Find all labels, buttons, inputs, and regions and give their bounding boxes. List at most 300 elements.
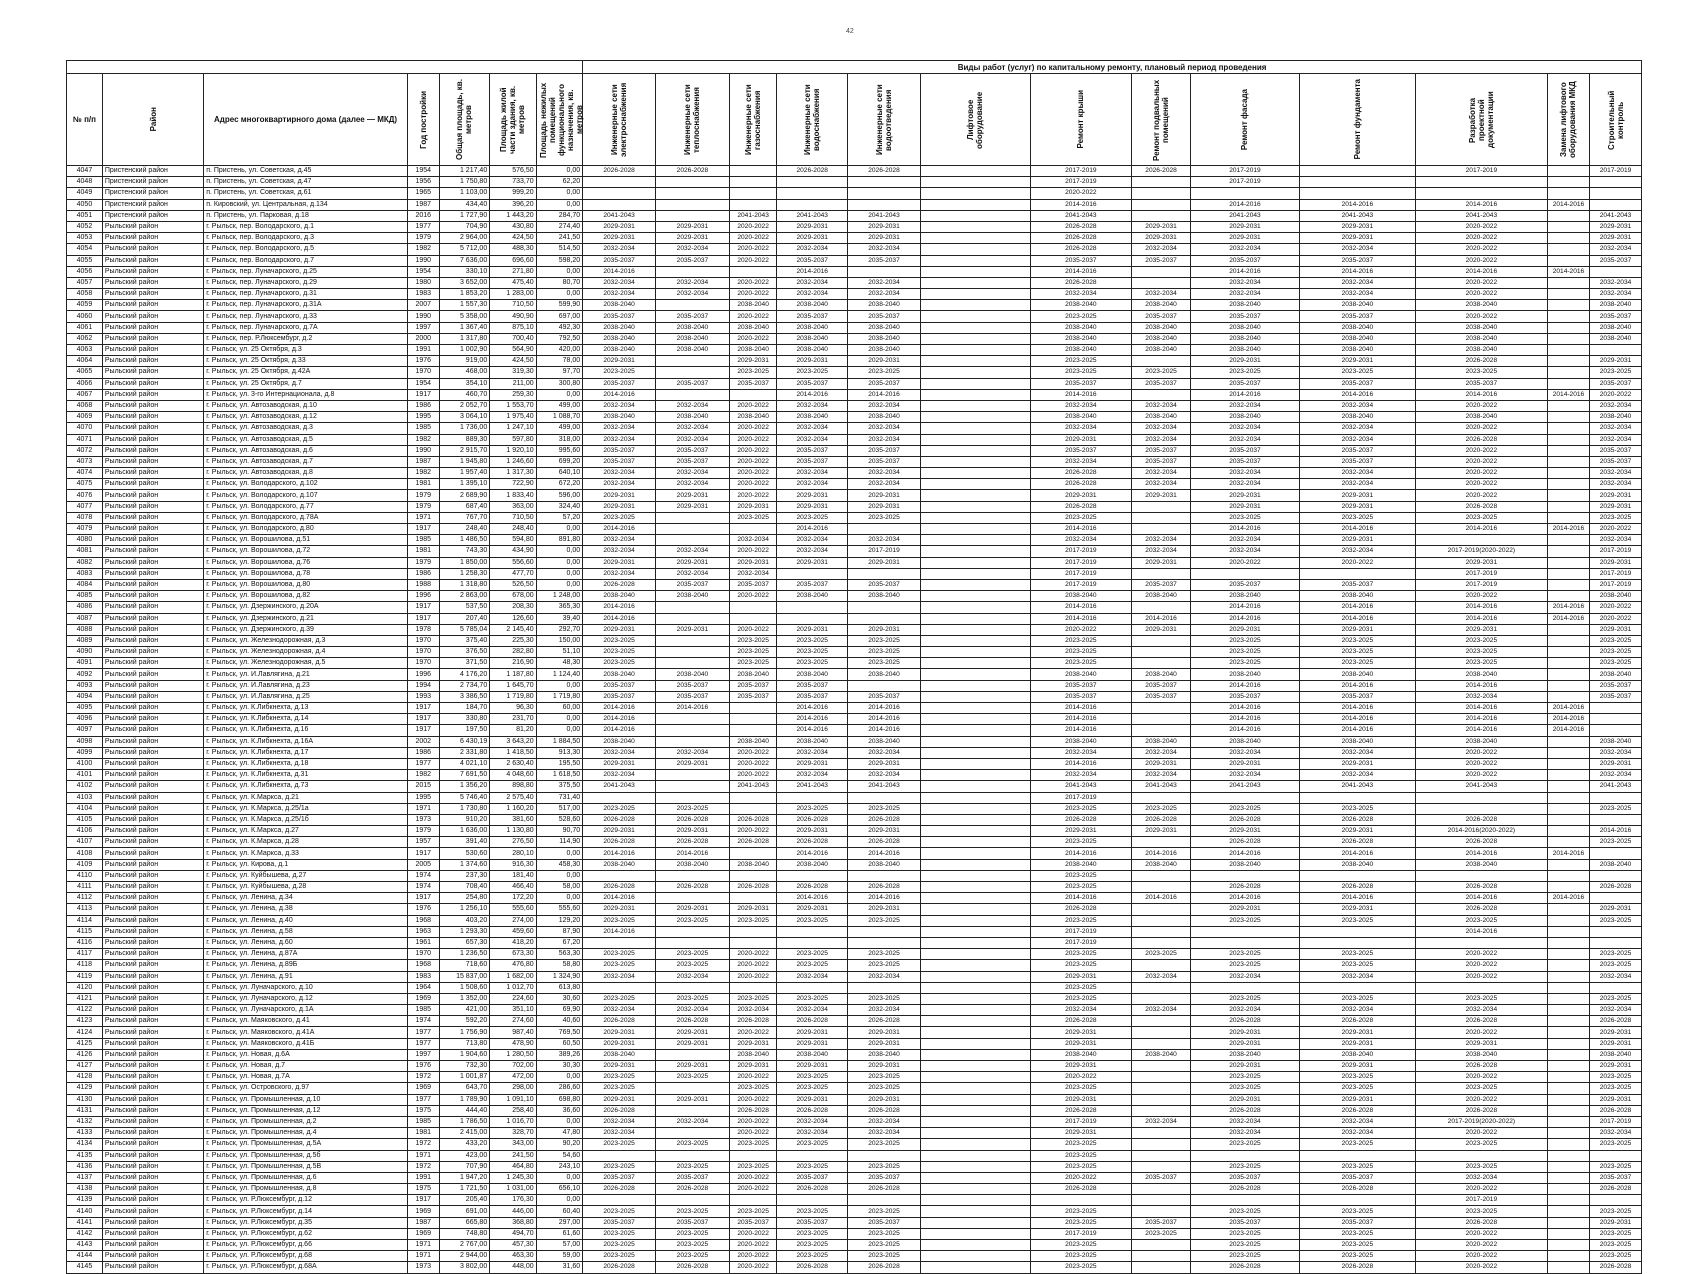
table-cell xyxy=(777,199,848,210)
table-cell: 2029-2031 xyxy=(1299,221,1415,232)
table-cell xyxy=(920,1016,1030,1027)
table-cell: 2023-2025 xyxy=(1191,635,1300,646)
table-cell: 2032-2034 xyxy=(1590,434,1642,445)
table-cell: 875,10 xyxy=(490,322,536,333)
table-cell: 4108 xyxy=(67,848,103,859)
table-cell: 2023-2025 xyxy=(1590,1206,1642,1217)
table-cell: 2032-2034 xyxy=(848,1128,921,1139)
table-cell: 0,00 xyxy=(536,680,583,691)
table-cell: г. Рыльск, ул. Кирова, д.1 xyxy=(204,859,408,870)
table-cell: 2038-2040 xyxy=(583,669,656,680)
table-cell: 368,80 xyxy=(490,1217,536,1228)
table-cell: г. Рыльск, ул. Ворошилова, д.80 xyxy=(204,579,408,590)
table-cell: 2014-2016 xyxy=(1415,703,1547,714)
table-cell: 2032-2034 xyxy=(729,535,776,546)
table-cell: 2041-2043 xyxy=(1132,781,1191,792)
table-cell xyxy=(1547,1172,1589,1183)
table-cell: Рыльский район xyxy=(102,1206,203,1217)
table-cell: 2032-2034 xyxy=(1590,770,1642,781)
table-cell: 2035-2037 xyxy=(1191,1217,1300,1228)
table-cell: 2029-2031 xyxy=(1299,1027,1415,1038)
table-cell: 2032-2034 xyxy=(583,479,656,490)
table-cell: 2020-2022 xyxy=(729,333,776,344)
table-cell: Рыльский район xyxy=(102,826,203,837)
table-cell xyxy=(920,602,1030,613)
table-cell: 2029-2031 xyxy=(777,826,848,837)
table-cell: 2020-2022 xyxy=(729,445,776,456)
table-cell: 2038-2040 xyxy=(1191,345,1300,356)
table-cell xyxy=(1299,792,1415,803)
table-cell xyxy=(1547,1184,1589,1195)
table-cell: 2026-2028 xyxy=(848,166,921,177)
table-cell: 2020-2022 xyxy=(729,479,776,490)
table-cell: 2023-2025 xyxy=(1590,993,1642,1004)
table-cell: 1956 xyxy=(407,177,439,188)
table-cell: г. Рыльск, пер. Луначарского, д.25 xyxy=(204,266,408,277)
table-cell: г. Рыльск, ул. Луначарского, д.10 xyxy=(204,982,408,993)
table-cell: 1 324,90 xyxy=(536,971,583,982)
table-cell xyxy=(1547,1083,1589,1094)
table-cell: 2032-2034 xyxy=(656,1116,730,1127)
table-cell: 4054 xyxy=(67,244,103,255)
table-cell: 2020-2022 xyxy=(729,1262,776,1273)
table-cell: 96,30 xyxy=(490,703,536,714)
table-cell: 2014-2016 xyxy=(583,714,656,725)
table-cell: г. Рыльск, ул. К.Маркса, д.25/1б xyxy=(204,814,408,825)
table-cell: 2032-2034 xyxy=(583,423,656,434)
table-cell: 2035-2037 xyxy=(1030,255,1131,266)
table-cell: 2029-2031 xyxy=(583,1094,656,1105)
table-cell: 468,00 xyxy=(439,367,490,378)
table-cell: 2032-2034 xyxy=(1299,277,1415,288)
table-cell: 2014-2016 xyxy=(777,389,848,400)
table-cell: 2023-2025 xyxy=(1191,803,1300,814)
table-cell: 2017-2019 xyxy=(1030,926,1131,937)
table-cell: 1 236,50 xyxy=(439,949,490,960)
table-cell: г. Рыльск, ул. К.Маркса, д.33 xyxy=(204,848,408,859)
table-cell: 2020-2022 xyxy=(729,1184,776,1195)
table-cell xyxy=(920,568,1030,579)
table-cell: 2023-2025 xyxy=(848,1072,921,1083)
table-cell: 2014-2016 xyxy=(583,848,656,859)
table-row xyxy=(67,277,1642,288)
table-cell: 576,50 xyxy=(490,166,536,177)
table-cell: 2023-2025 xyxy=(1299,1251,1415,1262)
table-cell: 2014-2016 xyxy=(1191,680,1300,691)
table-cell: 2023-2025 xyxy=(729,1083,776,1094)
table-cell: 1965 xyxy=(407,188,439,199)
table-cell: 1 904,60 xyxy=(439,1049,490,1060)
table-cell: 1988 xyxy=(407,579,439,590)
table-cell xyxy=(656,870,730,881)
table-cell: 282,80 xyxy=(490,647,536,658)
table-cell xyxy=(920,658,1030,669)
table-cell: 1917 xyxy=(407,602,439,613)
table-cell: 2038-2040 xyxy=(777,322,848,333)
table-cell xyxy=(1547,680,1589,691)
table-cell xyxy=(1415,177,1547,188)
table-cell: 2026-2028 xyxy=(583,814,656,825)
table-cell xyxy=(1132,993,1191,1004)
table-cell: 2038-2040 xyxy=(1415,859,1547,870)
table-cell: 2038-2040 xyxy=(1132,300,1191,311)
table-cell xyxy=(1132,960,1191,971)
table-cell: 2023-2025 xyxy=(1030,882,1131,893)
table-cell: 2023-2025 xyxy=(656,960,730,971)
table-cell: 2026-2028 xyxy=(583,1105,656,1116)
table-cell xyxy=(920,177,1030,188)
table-cell: 129,20 xyxy=(536,915,583,926)
table-cell: 2020-2022 xyxy=(729,770,776,781)
table-cell: 596,00 xyxy=(536,490,583,501)
table-cell: 2038-2040 xyxy=(656,669,730,680)
table-cell: 424,50 xyxy=(490,356,536,367)
table-cell: 700,40 xyxy=(490,333,536,344)
table-row xyxy=(67,669,1642,680)
table-cell: п. Пристень, ул. Советская, д.61 xyxy=(204,188,408,199)
table-cell: 2023-2025 xyxy=(848,1240,921,1251)
table-cell: 1 245,30 xyxy=(490,1172,536,1183)
table-cell: 2026-2028 xyxy=(1590,1105,1642,1116)
table-cell: Рыльский район xyxy=(102,1072,203,1083)
table-cell: 2029-2031 xyxy=(848,1061,921,1072)
table-cell xyxy=(1547,870,1589,881)
table-cell: 403,20 xyxy=(439,915,490,926)
table-cell: 2032-2034 xyxy=(848,244,921,255)
table-cell: 2029-2031 xyxy=(1030,1061,1131,1072)
table-row xyxy=(67,1139,1642,1150)
table-cell: 2029-2031 xyxy=(729,501,776,512)
table-cell xyxy=(1132,1083,1191,1094)
table-cell: г. Рыльск, ул. Промышленная, д.8 xyxy=(204,1184,408,1195)
table-cell: 2023-2025 xyxy=(583,635,656,646)
table-cell: 2 863,00 xyxy=(439,591,490,602)
table-cell: 2032-2034 xyxy=(777,423,848,434)
table-cell: 1982 xyxy=(407,770,439,781)
table-cell: 2020-2022 xyxy=(1415,747,1547,758)
table-cell: 2032-2034 xyxy=(777,479,848,490)
table-cell: 2000 xyxy=(407,333,439,344)
table-cell: 2029-2031 xyxy=(1590,1217,1642,1228)
table-cell: 2041-2043 xyxy=(729,210,776,221)
table-cell: 4066 xyxy=(67,378,103,389)
table-cell: 1968 xyxy=(407,915,439,926)
col-work-water xyxy=(777,74,848,166)
table-cell xyxy=(1547,244,1589,255)
table-cell: 2035-2037 xyxy=(777,1217,848,1228)
table-cell: 0,00 xyxy=(536,524,583,535)
table-cell: 2032-2034 xyxy=(848,971,921,982)
table-cell: 2029-2031 xyxy=(777,624,848,635)
table-cell: 919,00 xyxy=(439,356,490,367)
col-work-label: Строительный контроль xyxy=(1606,89,1625,150)
table-cell: 2026-2028 xyxy=(777,882,848,893)
table-cell: 1970 xyxy=(407,949,439,960)
table-cell: 2038-2040 xyxy=(1299,1049,1415,1060)
table-cell xyxy=(1547,233,1589,244)
table-cell xyxy=(920,434,1030,445)
table-cell xyxy=(1299,926,1415,937)
table-cell: 2017-2019 xyxy=(1590,1116,1642,1127)
table-cell: 2032-2034 xyxy=(1191,434,1300,445)
table-cell: 1968 xyxy=(407,960,439,971)
table-cell: 2020-2022 xyxy=(1030,188,1131,199)
table-cell: 4049 xyxy=(67,188,103,199)
table-cell: 4139 xyxy=(67,1195,103,1206)
table-cell: г. Рыльск, ул. К.Маркса, д.25/1а xyxy=(204,803,408,814)
table-cell: 2017-2019 xyxy=(1415,579,1547,590)
table-row xyxy=(67,356,1642,367)
table-cell: 2038-2040 xyxy=(1590,591,1642,602)
table-cell: 704,90 xyxy=(439,221,490,232)
table-cell: 2032-2034 xyxy=(583,770,656,781)
table-cell xyxy=(848,982,921,993)
table-cell: 78,00 xyxy=(536,356,583,367)
table-cell: 2026-2028 xyxy=(1415,814,1547,825)
table-cell xyxy=(920,792,1030,803)
table-cell xyxy=(656,1049,730,1060)
table-cell: 4123 xyxy=(67,1016,103,1027)
table-cell: 2020-2022 xyxy=(1415,255,1547,266)
table-cell: 1 130,80 xyxy=(490,826,536,837)
table-cell xyxy=(1590,792,1642,803)
table-cell: г. Рыльск, ул. Ленина, д.87А xyxy=(204,949,408,960)
table-cell: 913,30 xyxy=(536,747,583,758)
table-cell: г. Рыльск, пер. Володарского, д.5 xyxy=(204,244,408,255)
table-cell: 2035-2037 xyxy=(1132,255,1191,266)
table-cell: Рыльский район xyxy=(102,356,203,367)
table-cell: 2023-2025 xyxy=(1030,356,1131,367)
table-cell: 2038-2040 xyxy=(656,345,730,356)
table-cell: г. Рыльск, ул. Маяковского, д.41 xyxy=(204,1016,408,1027)
table-cell: 555,60 xyxy=(490,904,536,915)
table-cell: 2026-2028 xyxy=(848,837,921,848)
table-cell: 2041-2043 xyxy=(1299,781,1415,792)
table-cell: 2026-2028 xyxy=(1415,434,1547,445)
table-cell: 2023-2025 xyxy=(1299,1228,1415,1239)
table-cell: 1990 xyxy=(407,255,439,266)
table-cell: 2032-2034 xyxy=(777,1005,848,1016)
table-cell: г. Рыльск, пер. Луначарского, д.7А xyxy=(204,322,408,333)
table-cell xyxy=(1415,188,1547,199)
table-cell xyxy=(920,333,1030,344)
table-cell: 2026-2028 xyxy=(1590,1016,1642,1027)
table-cell: 2029-2031 xyxy=(1299,624,1415,635)
table-cell: 2026-2028 xyxy=(1299,837,1415,848)
table-cell: 2029-2031 xyxy=(729,904,776,915)
table-cell: 2041-2043 xyxy=(1415,781,1547,792)
table-cell: 2026-2028 xyxy=(1191,1184,1300,1195)
table-cell xyxy=(1415,937,1547,948)
table-cell: 2 630,40 xyxy=(490,758,536,769)
table-cell: 2023-2025 xyxy=(1132,1228,1191,1239)
table-cell xyxy=(1590,188,1642,199)
table-cell: 57,20 xyxy=(536,512,583,523)
table-cell: 1 636,00 xyxy=(439,826,490,837)
table-cell: г. Рыльск, ул. К.Либкнехта, д.13 xyxy=(204,703,408,714)
table-row xyxy=(67,714,1642,725)
table-cell xyxy=(1547,568,1589,579)
table-cell: 150,00 xyxy=(536,635,583,646)
table-cell xyxy=(656,356,730,367)
table-cell: 1970 xyxy=(407,647,439,658)
table-cell: 1971 xyxy=(407,1251,439,1262)
table-cell xyxy=(729,177,776,188)
table-cell xyxy=(920,826,1030,837)
table-cell: 2032-2034 xyxy=(1415,1172,1547,1183)
table-cell: 2032-2034 xyxy=(1590,1128,1642,1139)
table-cell xyxy=(1547,826,1589,837)
table-cell: 248,40 xyxy=(439,524,490,535)
table-cell xyxy=(920,244,1030,255)
table-cell: 995,60 xyxy=(536,445,583,456)
table-cell: 2023-2025 xyxy=(1030,311,1131,322)
table-cell: 1974 xyxy=(407,1016,439,1027)
table-cell: 2029-2031 xyxy=(1590,233,1642,244)
table-cell: 2026-2028 xyxy=(1030,233,1131,244)
table-cell: 2014-2016 xyxy=(1191,524,1300,535)
table-cell: 2020-2022 xyxy=(729,591,776,602)
table-cell: г. Рыльск, ул. Ворошилова, д.78 xyxy=(204,568,408,579)
table-cell xyxy=(1547,412,1589,423)
table-cell: 2014-2016 xyxy=(1030,714,1131,725)
table-cell: 2029-2031 xyxy=(1299,904,1415,915)
table-cell xyxy=(583,870,656,881)
table-cell: 2041-2043 xyxy=(583,210,656,221)
table-cell xyxy=(1590,345,1642,356)
table-cell: 4120 xyxy=(67,982,103,993)
table-cell: 1973 xyxy=(407,1262,439,1273)
table-cell: 2032-2034 xyxy=(777,1116,848,1127)
table-cell: 396,20 xyxy=(490,199,536,210)
table-cell: г. Рыльск, ул. И.Лавлягина, д.23 xyxy=(204,680,408,691)
table-cell xyxy=(1299,982,1415,993)
table-cell xyxy=(729,524,776,535)
table-cell xyxy=(729,926,776,937)
table-cell: 2020-2022 xyxy=(1415,1240,1547,1251)
table-cell: г. Рыльск, пер. Луначарского, д.31А xyxy=(204,300,408,311)
table-cell: г. Рыльск, пер. Луначарского, д.29 xyxy=(204,277,408,288)
table-cell: 2014-2016 xyxy=(1299,389,1415,400)
table-cell: Рыльский район xyxy=(102,1262,203,1273)
table-cell: Рыльский район xyxy=(102,1049,203,1060)
table-cell: 2026-2028 xyxy=(777,1262,848,1273)
table-cell: 1 786,50 xyxy=(439,1116,490,1127)
table-cell: 2029-2031 xyxy=(777,490,848,501)
table-cell xyxy=(583,1150,656,1161)
table-cell: 1 318,80 xyxy=(439,579,490,590)
table-cell xyxy=(1547,859,1589,870)
table-cell: Пристенский район xyxy=(102,188,203,199)
table-cell: Рыльский район xyxy=(102,937,203,948)
table-cell: 1 553,70 xyxy=(490,400,536,411)
table-cell: 58,80 xyxy=(536,960,583,971)
table-cell: 2032-2034 xyxy=(1191,1116,1300,1127)
table-cell: Рыльский район xyxy=(102,747,203,758)
table-row xyxy=(67,904,1642,915)
table-cell: 2029-2031 xyxy=(1132,758,1191,769)
table-cell: 2 415,00 xyxy=(439,1128,490,1139)
table-cell: 2023-2025 xyxy=(1415,658,1547,669)
table-cell: 4105 xyxy=(67,814,103,825)
col-work-label: Инженерные сети теплоснабжения xyxy=(683,84,702,155)
table-cell: 2038-2040 xyxy=(848,669,921,680)
table-cell: 2029-2031 xyxy=(1590,501,1642,512)
table-cell xyxy=(848,188,921,199)
table-cell: 2032-2034 xyxy=(656,568,730,579)
table-cell: 2023-2025 xyxy=(777,993,848,1004)
table-cell: 2032-2034 xyxy=(1132,1116,1191,1127)
table-cell: г. Рыльск, ул. Р.Люксембург, д.62 xyxy=(204,1228,408,1239)
table-cell: 2014-2016 xyxy=(1415,389,1547,400)
table-cell: 3 802,00 xyxy=(439,1262,490,1273)
table-cell xyxy=(583,792,656,803)
table-cell: 2029-2031 xyxy=(1590,1061,1642,1072)
table-cell: 4142 xyxy=(67,1228,103,1239)
table-cell: 2026-2028 xyxy=(1299,1016,1415,1027)
table-cell: 2023-2025 xyxy=(1590,1083,1642,1094)
table-cell: 2023-2025 xyxy=(583,1083,656,1094)
col-work-label: Лифтовое оборудование xyxy=(966,90,985,149)
table-cell xyxy=(1191,926,1300,937)
table-cell: 4122 xyxy=(67,1005,103,1016)
table-cell: 2032-2034 xyxy=(1590,971,1642,982)
table-row xyxy=(67,557,1642,568)
table-cell: Рыльский район xyxy=(102,859,203,870)
table-cell: 1985 xyxy=(407,423,439,434)
table-row xyxy=(67,1184,1642,1195)
table-cell: 2038-2040 xyxy=(1415,333,1547,344)
table-cell: 1977 xyxy=(407,1038,439,1049)
table-cell: 2014-2016 xyxy=(1299,714,1415,725)
table-cell: 2023-2025 xyxy=(1415,635,1547,646)
table-cell: 2038-2040 xyxy=(1030,322,1131,333)
table-cell: 2038-2040 xyxy=(729,412,776,423)
table-cell: 2014-2016 xyxy=(1191,848,1300,859)
table-cell: 2026-2028 xyxy=(777,1184,848,1195)
table-cell: 376,50 xyxy=(439,647,490,658)
table-cell: 1 356,20 xyxy=(439,781,490,792)
table-row xyxy=(67,333,1642,344)
table-cell xyxy=(920,1184,1030,1195)
table-cell: 2023-2025 xyxy=(777,1139,848,1150)
table-cell: г. Рыльск, ул. Промышленная, д.5А xyxy=(204,1139,408,1150)
table-cell: Рыльский район xyxy=(102,378,203,389)
table-cell: 2035-2037 xyxy=(583,378,656,389)
table-cell: Рыльский район xyxy=(102,658,203,669)
table-cell: 4118 xyxy=(67,960,103,971)
table-cell: 4124 xyxy=(67,1027,103,1038)
table-cell: г. Рыльск, ул. Промышленная, д.10 xyxy=(204,1094,408,1105)
table-cell: 248,40 xyxy=(490,524,536,535)
table-cell: Рыльский район xyxy=(102,333,203,344)
table-cell xyxy=(1415,803,1547,814)
table-cell: 2014-2016 xyxy=(583,613,656,624)
table-cell: 4 048,60 xyxy=(490,770,536,781)
table-cell: 2020-2022 xyxy=(1415,423,1547,434)
table-cell: 2023-2025 xyxy=(1299,1161,1415,1172)
table-row xyxy=(67,613,1642,624)
table-cell: 1961 xyxy=(407,937,439,948)
table-cell: 2014-2016 xyxy=(777,703,848,714)
table-cell: 2023-2025 xyxy=(1415,647,1547,658)
table-cell: 2026-2028 xyxy=(583,1016,656,1027)
table-cell xyxy=(1415,792,1547,803)
table-cell: 2035-2037 xyxy=(1132,311,1191,322)
table-cell: 2032-2034 xyxy=(1191,289,1300,300)
table-cell: 1 103,00 xyxy=(439,188,490,199)
table-cell xyxy=(1547,1206,1589,1217)
